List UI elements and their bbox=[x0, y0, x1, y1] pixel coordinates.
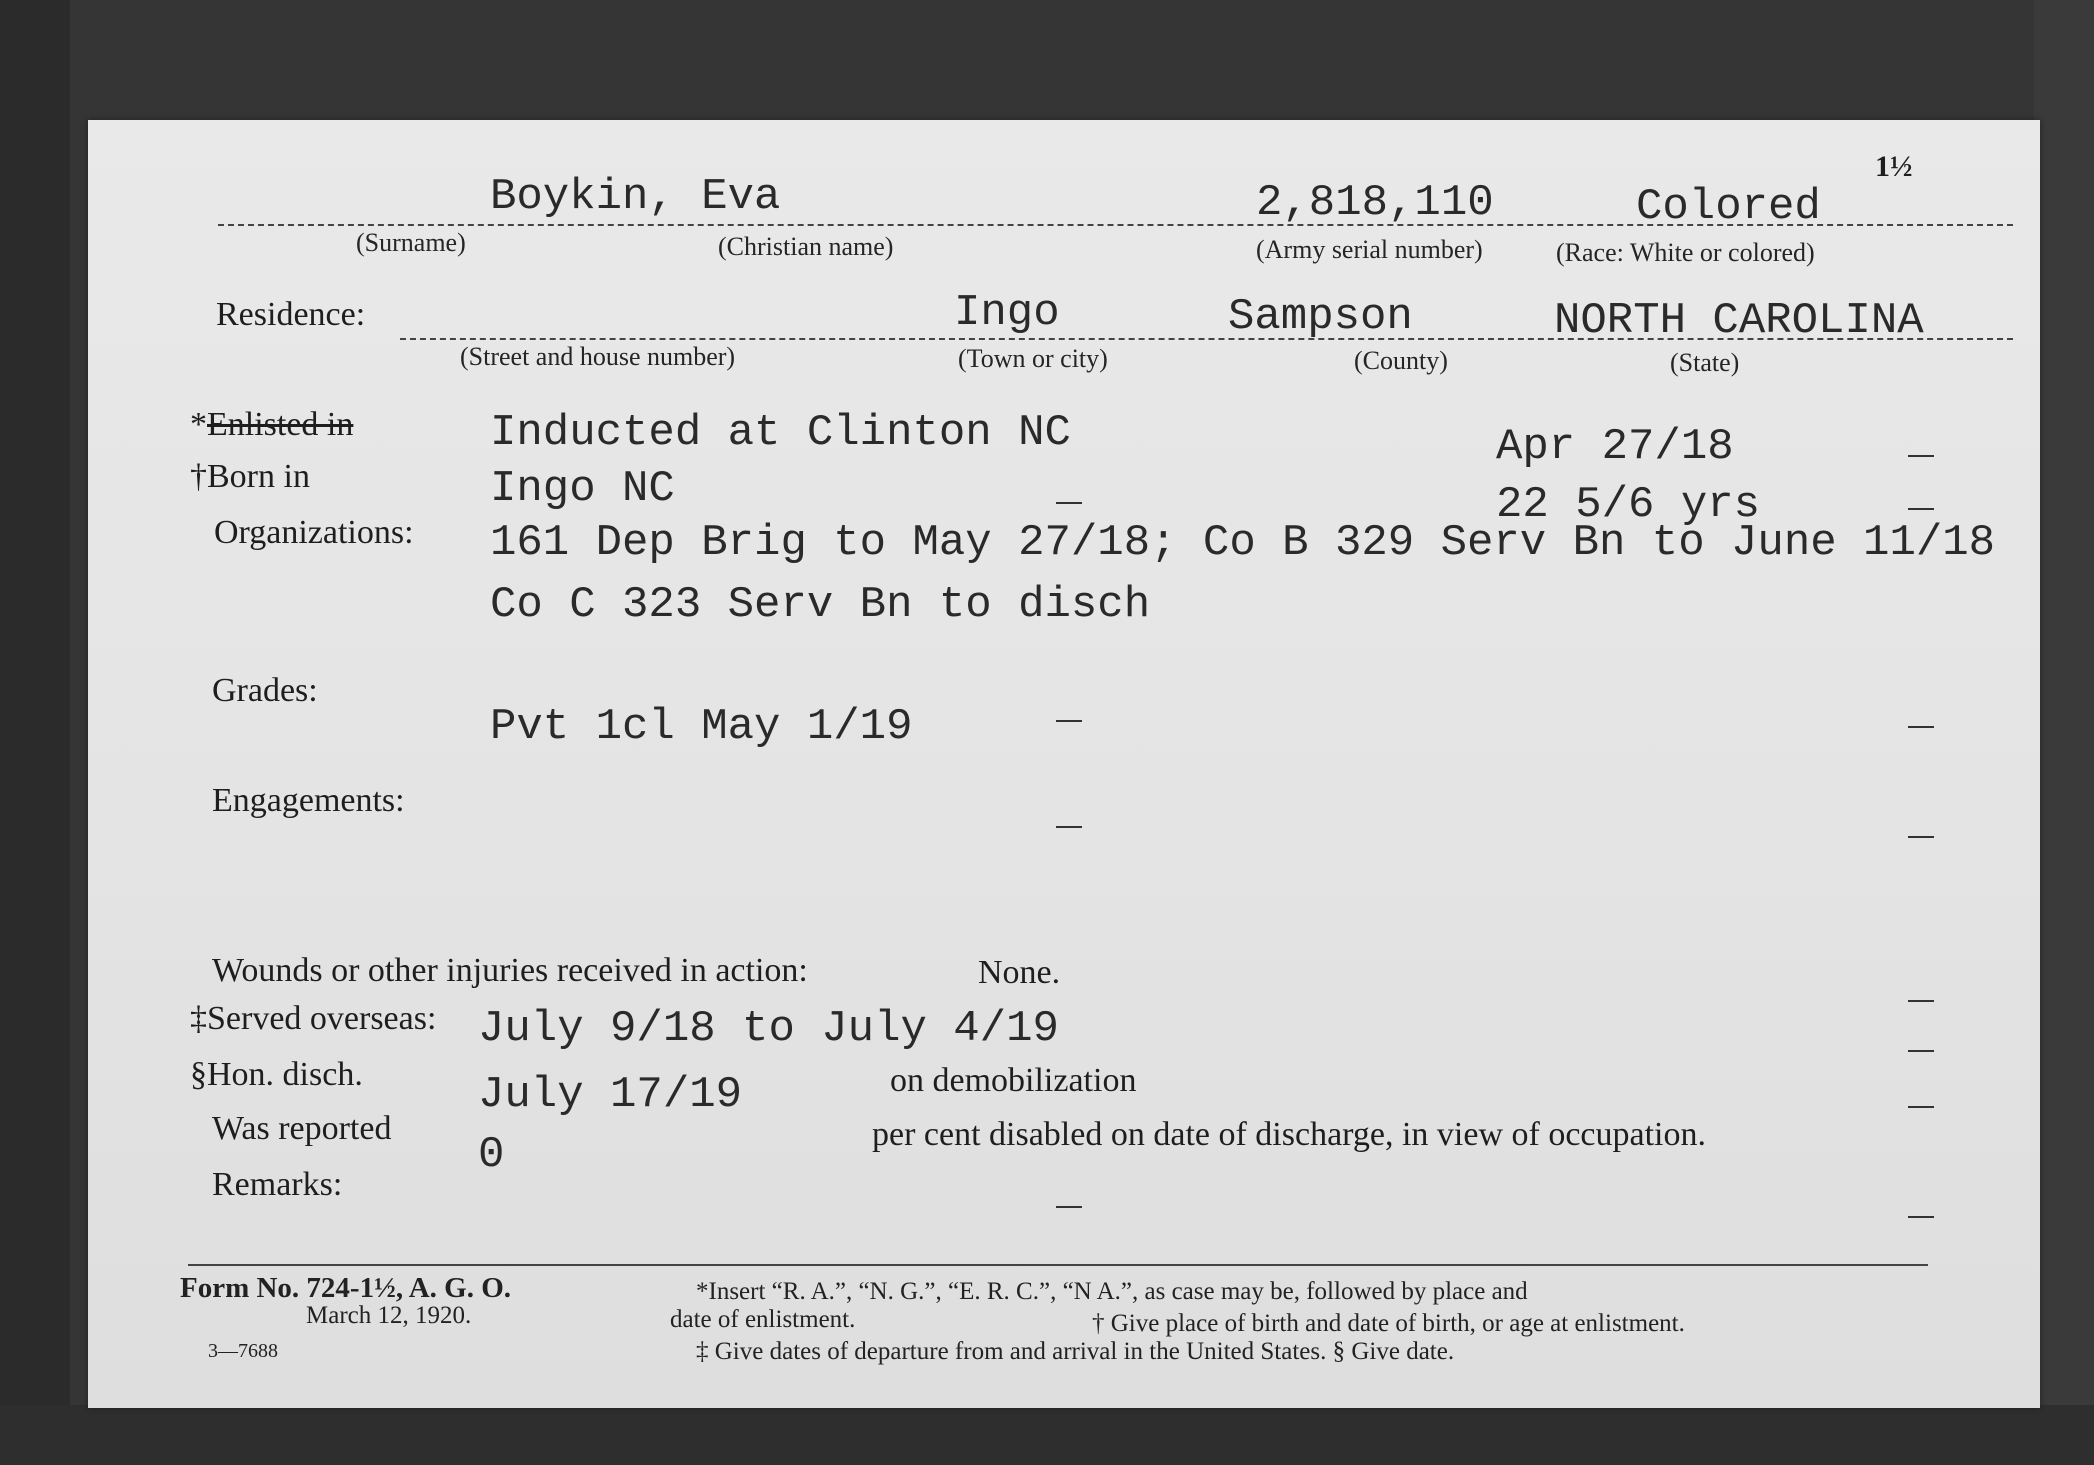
dash-mark bbox=[1908, 1106, 1934, 1108]
enlisted-value-main: Inducted at Clinton bbox=[490, 408, 1019, 458]
print-code: 3—7688 bbox=[208, 1340, 278, 1362]
discharge-row-label bbox=[190, 1056, 363, 1094]
discharge-marker: § bbox=[190, 1056, 207, 1093]
dash-mark bbox=[1056, 1206, 1082, 1208]
dash-mark bbox=[1056, 720, 1082, 722]
caption-state: (State) bbox=[1670, 348, 1740, 377]
enlisted-date: Apr 27/18 bbox=[1496, 422, 1734, 472]
overseas-row-label bbox=[190, 1000, 436, 1038]
dash-mark bbox=[1908, 455, 1934, 457]
dash-mark bbox=[1908, 1050, 1934, 1052]
service-record-card bbox=[88, 120, 2040, 1408]
organizations-line-1 bbox=[490, 518, 1995, 568]
footnote-enlistment-date: date of enlistment. bbox=[670, 1306, 856, 1333]
grades-label: Grades: bbox=[212, 672, 318, 709]
scan-background-bottom bbox=[0, 1405, 2094, 1465]
dash-mark bbox=[1908, 836, 1934, 838]
reported-label: Was reported bbox=[212, 1110, 392, 1147]
scan-background-right bbox=[2034, 0, 2094, 1465]
dash-mark bbox=[1908, 508, 1934, 510]
reported-value: 0 bbox=[478, 1130, 505, 1180]
born-place: Ingo NC bbox=[490, 464, 675, 514]
caption-town: (Town or city) bbox=[958, 344, 1108, 373]
reported-note: per cent disabled on date of discharge, in view of occupation. bbox=[872, 1116, 1706, 1153]
dash-mark bbox=[1056, 826, 1082, 828]
caption-serial: (Army serial number) bbox=[1256, 235, 1483, 264]
engagements-label: Engagements: bbox=[212, 782, 405, 819]
overseas-label: Served overseas: bbox=[207, 1000, 437, 1037]
born-age: 22 5/6 yrs bbox=[1496, 480, 1761, 530]
organizations-line-1-b: /18; Co B 329 Serv Bn to June 11/18 bbox=[1070, 518, 1996, 568]
discharge-note: on demobilization bbox=[890, 1062, 1137, 1099]
corner-mark: 1½ bbox=[1875, 150, 1913, 183]
residence-county: Sampson bbox=[1228, 292, 1413, 342]
enlisted-marker: * bbox=[190, 406, 207, 443]
born-row-label bbox=[190, 458, 310, 496]
organizations-line-1-a: 161 Dep Brig to May 2 bbox=[490, 518, 1045, 568]
wounds-value: None. bbox=[978, 954, 1061, 991]
grades-value: Pvt 1cl May 1/19 bbox=[490, 702, 913, 752]
caption-christian-name: (Christian name) bbox=[718, 232, 894, 261]
name-value: Boykin, Eva bbox=[490, 172, 781, 222]
residence-label: Residence: bbox=[216, 296, 366, 333]
residence-state: NORTH CAROLINA bbox=[1554, 296, 1924, 346]
dash-mark bbox=[1908, 1000, 1934, 1002]
serial-value: 2,818,110 bbox=[1256, 178, 1494, 228]
remarks-label: Remarks: bbox=[212, 1166, 343, 1203]
caption-street: (Street and house number) bbox=[460, 342, 736, 371]
organizations-label: Organizations: bbox=[214, 514, 414, 551]
form-number: Form No. 724-1½, A. G. O. bbox=[180, 1272, 512, 1304]
residence-town: Ingo bbox=[954, 288, 1060, 338]
organizations-line-2: Co C 323 Serv Bn to disch bbox=[490, 580, 1151, 630]
footnote-birth: † Give place of birth and date of birth, or age at enlistment. bbox=[1092, 1310, 1685, 1337]
footnote-insert: *Insert “R. A.”, “N. G.”, “E. R. C.”, “N A.”, as case may be, followed by place and bbox=[696, 1278, 1528, 1305]
scan-background-left bbox=[0, 0, 70, 1465]
caption-surname: (Surname) bbox=[356, 228, 466, 257]
discharge-label: Hon. disch. bbox=[207, 1056, 363, 1093]
dash-mark bbox=[1056, 502, 1082, 504]
enlisted-row-label bbox=[190, 406, 353, 444]
wounds-label: Wounds or other injuries received in action: bbox=[212, 952, 808, 989]
race-value: Colored bbox=[1636, 182, 1821, 232]
discharge-value: July 17/19 bbox=[478, 1070, 743, 1120]
footnote-overseas-dates: ‡ Give dates of departure from and arrival in the United States. § Give date. bbox=[696, 1338, 1455, 1365]
overseas-marker: ‡ bbox=[190, 1000, 207, 1037]
born-label: Born in bbox=[207, 458, 310, 495]
organizations-correction: 7 bbox=[1044, 518, 1071, 568]
caption-county: (County) bbox=[1354, 346, 1448, 375]
dash-mark bbox=[1908, 726, 1934, 728]
enlisted-label: Enlisted in bbox=[207, 406, 354, 443]
enlisted-value bbox=[490, 408, 1071, 458]
footer-rule bbox=[188, 1264, 1928, 1266]
overseas-value: July 9/18 to July 4/19 bbox=[478, 1004, 1059, 1054]
dash-mark bbox=[1908, 1216, 1934, 1218]
born-marker: † bbox=[190, 458, 207, 495]
caption-race: (Race: White or colored) bbox=[1556, 238, 1815, 267]
form-date: March 12, 1920. bbox=[306, 1302, 472, 1329]
enlisted-value-abbr: NC bbox=[1018, 408, 1071, 458]
